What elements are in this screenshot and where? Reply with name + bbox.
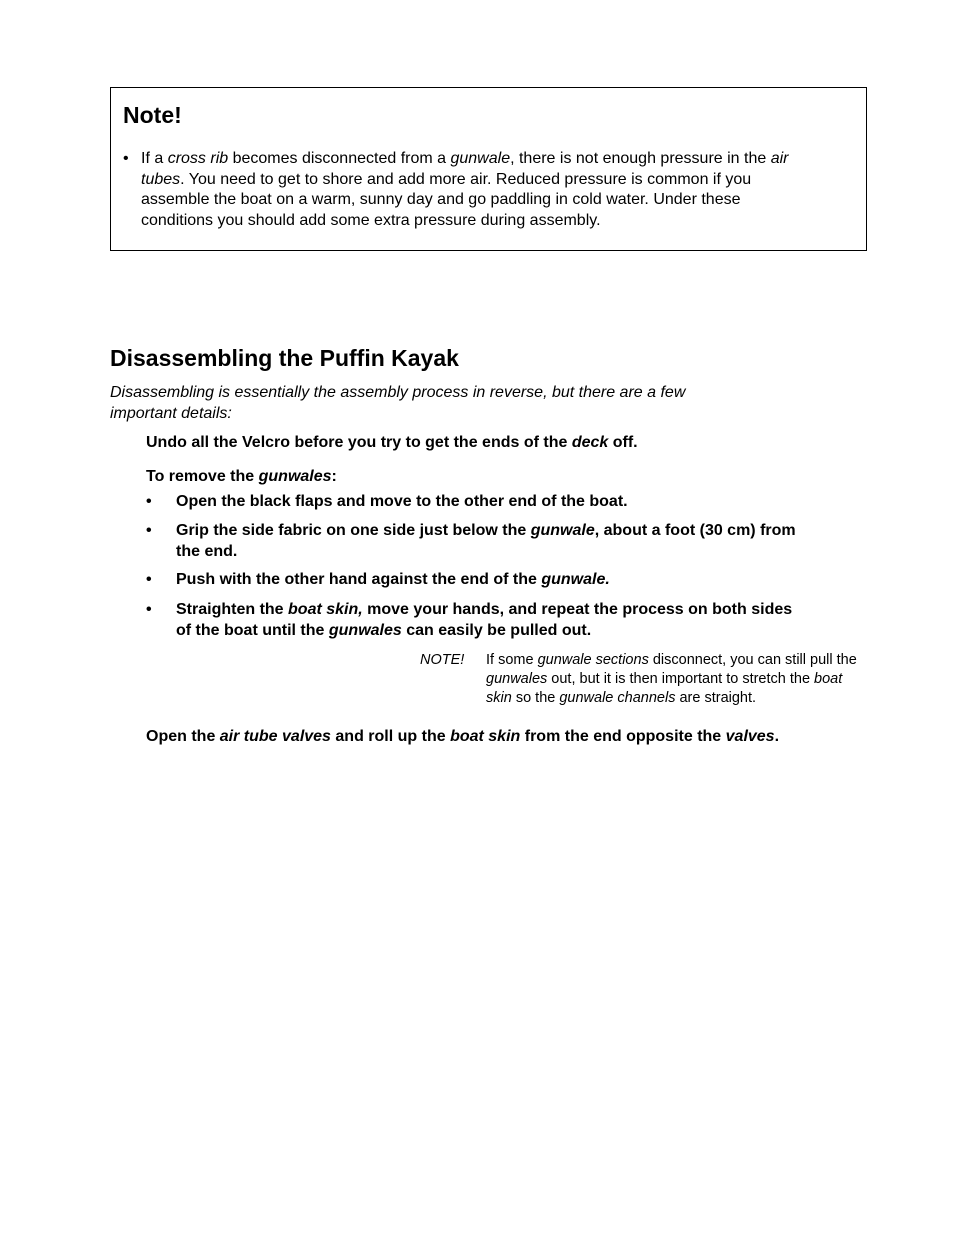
emphasis-text: deck — [571, 434, 609, 451]
bullet-icon: • — [146, 571, 152, 588]
emphasis-text: air tubes — [141, 150, 789, 188]
text-run: becomes disconnected from a — [228, 150, 451, 167]
text-run: , there is not enough pressure in the — [510, 150, 771, 167]
inline-note-label: NOTE! — [420, 652, 465, 668]
emphasis-text: gunwales — [486, 671, 548, 687]
step-text — [176, 600, 806, 641]
emphasis-text: air tube valves — [219, 728, 331, 745]
emphasis-text: boat skin — [486, 671, 843, 706]
emphasis-text: gunwale — [530, 522, 595, 539]
text-run: are straight. — [675, 690, 757, 706]
step-text — [176, 521, 806, 562]
text-run: Push with the other hand against the end of the — [176, 571, 542, 588]
text-run: off. — [608, 434, 638, 451]
text-run: Open the — [146, 728, 220, 745]
step-item — [146, 521, 806, 562]
emphasis-text: boat skin — [450, 728, 521, 745]
emphasis-text: gunwales — [328, 621, 402, 639]
text-run: To remove the — [146, 468, 259, 485]
text-run: from the end opposite the — [520, 728, 726, 745]
text-run: : — [331, 468, 337, 485]
text-run: If a — [141, 150, 168, 167]
undo-velcro-paragraph — [146, 433, 806, 454]
step-item — [146, 600, 806, 641]
text-run: so the — [511, 690, 560, 706]
text-run: Open the black flaps and move to the other end of the boat. — [176, 493, 628, 510]
text-run: disconnect, you can still pull the — [648, 652, 857, 668]
emphasis-text: valves — [725, 728, 775, 745]
text-run: . — [774, 728, 780, 745]
note-title: Note! — [123, 102, 182, 128]
bullet-icon: • — [146, 522, 152, 539]
text-run: out, but it is then important to stretch the — [547, 671, 815, 687]
note-box — [110, 87, 867, 251]
inline-note-text — [486, 651, 870, 708]
open-valves-paragraph — [146, 727, 806, 748]
note-bullet-text — [141, 149, 813, 232]
inline-note — [420, 651, 870, 708]
text-run: Straighten the — [176, 601, 289, 618]
text-run: and roll up the — [330, 728, 451, 745]
text-run: If some — [486, 652, 538, 668]
note-bullet-item — [123, 149, 813, 232]
step-item — [146, 570, 806, 591]
bullet-icon: • — [123, 150, 129, 167]
text-run: Grip the side fabric on one side just below the — [176, 522, 531, 539]
emphasis-text: gunwale. — [541, 571, 610, 588]
text-run: move your hands, and repeat the process on both sides of the boat until the — [176, 601, 793, 639]
bullet-icon: • — [146, 493, 152, 510]
emphasis-text: gunwale channels — [559, 690, 676, 706]
step-text — [176, 492, 806, 513]
emphasis-text: boat skin, — [288, 601, 363, 618]
bullet-icon: • — [146, 601, 152, 618]
text-run: , about a foot (30 cm) from the end. — [176, 522, 796, 560]
emphasis-text: gunwales — [258, 468, 332, 485]
text-run: Undo all the Velcro before you try to get the ends of the — [146, 434, 572, 451]
remove-gunwales-heading — [146, 467, 806, 488]
text-run: can easily be pulled out. — [401, 621, 592, 639]
step-text — [176, 570, 806, 591]
section-heading: Disassembling the Puffin Kayak — [110, 345, 459, 371]
section-intro: Disassembling is essentially the assembly process in reverse, but there are a few important details: — [110, 384, 686, 422]
emphasis-text: gunwale — [450, 150, 511, 167]
step-item — [146, 492, 806, 513]
emphasis-text: cross rib — [167, 150, 229, 167]
text-run: . You need to get to shore and add more air. Reduced pressure is common if you assemble the boat on a warm, sunny day and go paddling in cold water. Under these conditions you should add some extra pressure during assembly. — [141, 170, 752, 230]
emphasis-text: gunwale sections — [537, 652, 649, 668]
